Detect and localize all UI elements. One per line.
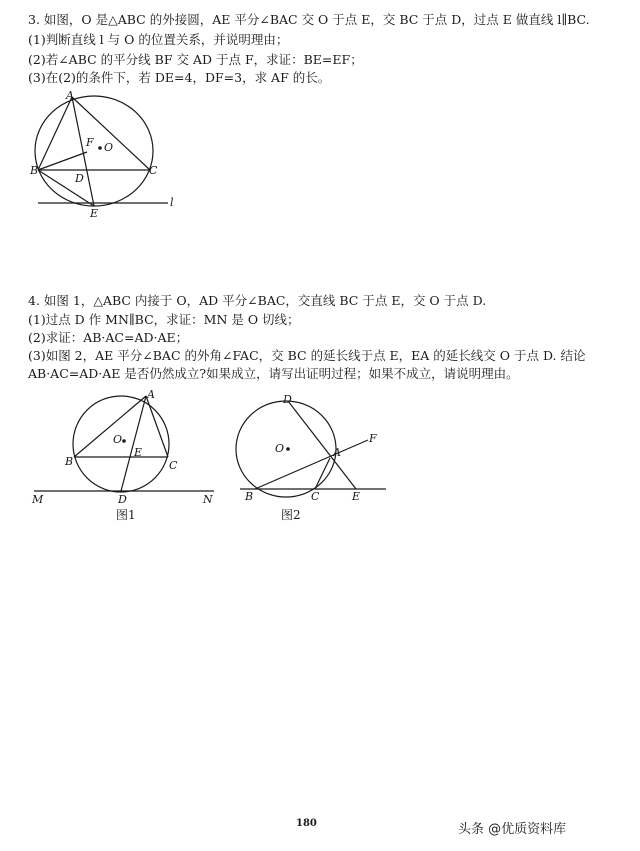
fig1-label-e: E — [134, 446, 143, 459]
problem4-question3-line2: AB·AC=AD·AE 是否仍然成立?如果成立，请写出证明过程；如果不成立，请说明理由。 — [28, 366, 519, 381]
problem3-question1: (1)判断直线 l 与 O 的位置关系，并说明理由； — [28, 32, 289, 47]
label-l: l — [170, 196, 174, 209]
label-o: O — [104, 141, 114, 154]
fig1-caption: 图1 — [116, 508, 136, 522]
label-d: D — [75, 172, 84, 185]
fig1-label-b: B — [65, 455, 74, 468]
fig2-circle — [236, 401, 336, 497]
problem4-question3-line1: (3)如图 2，AE 平分∠BAC 的外角∠FAC，交 BC 的延长线于点 E，EA 的延长线交 O 于点 D. 结论 — [28, 348, 586, 363]
fig1-label-n: N — [203, 493, 213, 506]
problem3-statement: 3. 如图，O 是△ABC 的外接圆，AE 平分∠BAC 交 O 于点 E，交 BC 于点 D，过点 E 做直线 l∥BC. — [28, 12, 590, 27]
fig2-label-o: O — [275, 442, 285, 455]
problem4-statement: 4. 如图 1，△ABC 内接于 O，AD 平分∠BAC，交直线 BC 于点 E，交 O 于点 D. — [28, 293, 487, 308]
problem4-question1: (1)过点 D 作 MN∥BC，求证：MN 是 O 切线； — [28, 312, 300, 327]
label-c: C — [149, 164, 158, 177]
fig2-label-c: C — [311, 490, 320, 503]
label-b: B — [30, 164, 39, 177]
fig2-center-dot — [286, 447, 290, 451]
fig1-label-m: M — [32, 493, 44, 506]
fig1-label-o: O — [113, 433, 123, 446]
label-f: F — [86, 136, 94, 149]
fig2-label-f: F — [369, 432, 377, 445]
problem4-question2: (2)求证：AB·AC=AD·AE； — [28, 330, 189, 345]
page-number: 180 — [296, 818, 317, 829]
problem3-question2: (2)若∠ABC 的平分线 BF 交 AD 于点 F，求证：BE=EF； — [28, 52, 363, 67]
fig2-label-b: B — [245, 490, 254, 503]
watermark: 头条 @优质资料库 — [458, 822, 567, 837]
fig2-label-d: D — [283, 393, 292, 406]
fig2-label-e: E — [352, 490, 361, 503]
fig1-label-a: A — [147, 388, 155, 401]
fig2-caption: 图2 — [281, 508, 301, 522]
fig2-label-a: A — [333, 446, 341, 459]
problem3-question3: (3)在(2)的条件下，若 DE=4，DF=3，求 AF 的长。 — [28, 70, 331, 85]
fig1-label-d: D — [118, 493, 127, 506]
label-e: E — [90, 207, 99, 220]
label-a: A — [66, 89, 74, 102]
fig1-label-c: C — [169, 459, 178, 472]
